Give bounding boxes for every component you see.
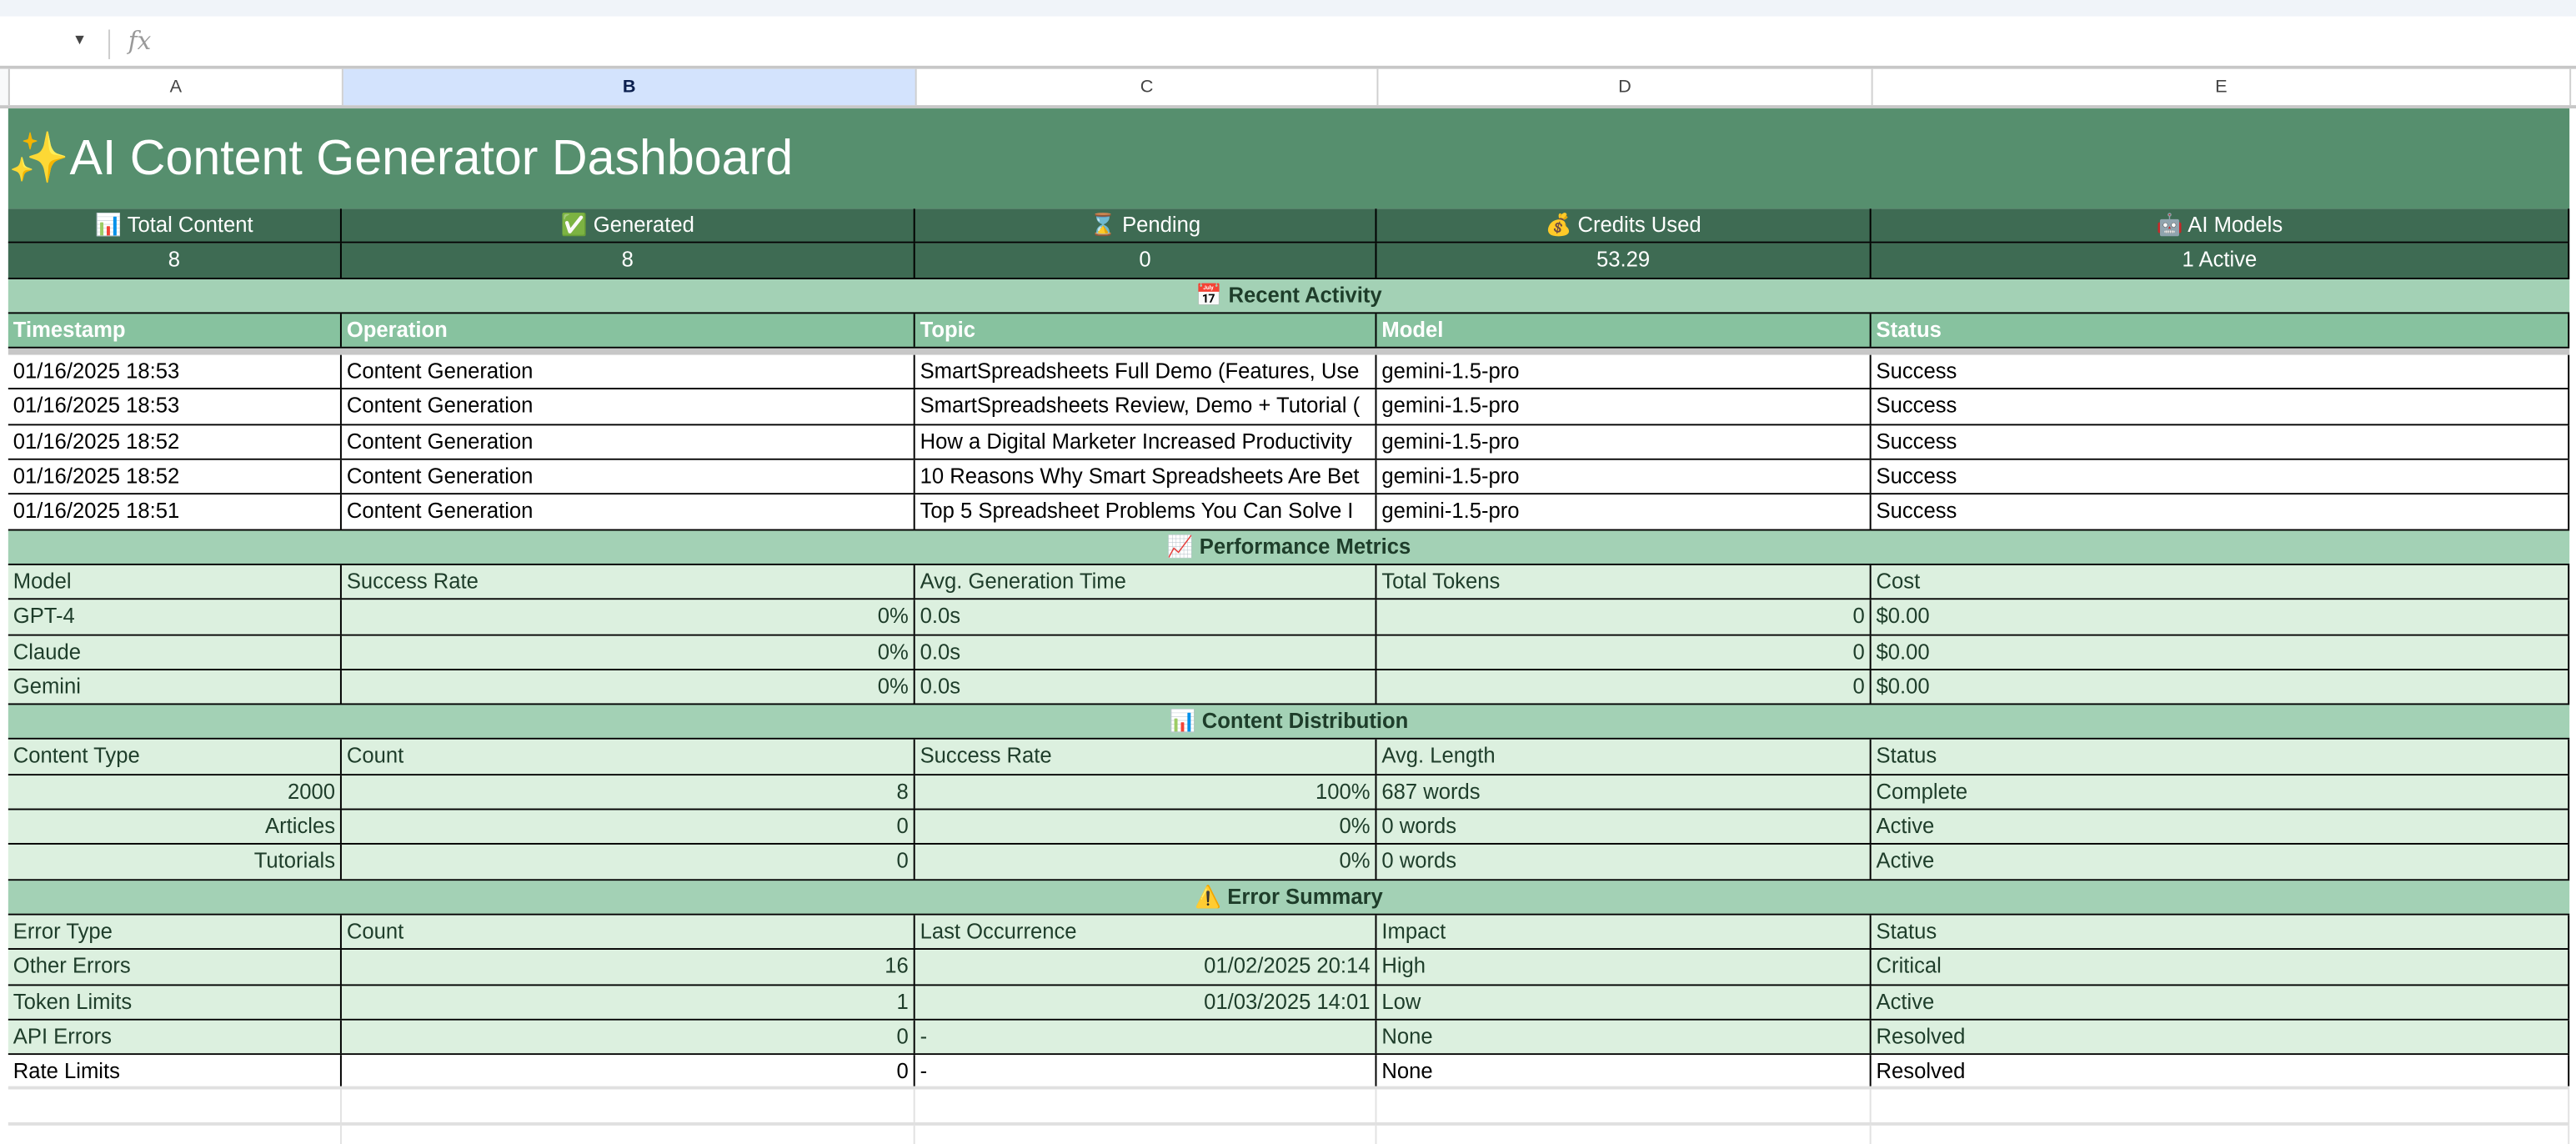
table-cell[interactable]: Claude	[8, 635, 342, 669]
table-cell[interactable]: Gemini	[8, 670, 342, 704]
column-header-cell[interactable]: Status	[1872, 916, 2570, 949]
table-cell[interactable]: Active	[1872, 985, 2570, 1018]
column-header-cell[interactable]: Impact	[1376, 916, 1871, 949]
table-cell[interactable]: 01/16/2025 18:53	[8, 390, 342, 424]
column-header-cell[interactable]: Cost	[1872, 565, 2570, 599]
table-cell[interactable]: Content Generation	[342, 355, 915, 389]
table-cell[interactable]: -	[915, 1055, 1377, 1086]
table-cell[interactable]: 8	[342, 775, 915, 809]
frozen-rows-divider[interactable]	[8, 349, 2569, 355]
section-title: Recent Activity	[1228, 282, 1382, 307]
stats-value-row	[8, 243, 2569, 278]
stat-value[interactable]: 1 Active	[1872, 243, 2570, 277]
table-cell[interactable]: Active	[1872, 845, 2570, 879]
name-box-dropdown-icon[interactable]: ▼	[72, 31, 88, 48]
table-row	[8, 635, 2569, 670]
dashboard-title: AI Content Generator Dashboard	[69, 131, 794, 186]
table-cell[interactable]: 0 words	[1376, 810, 1871, 844]
stat-value[interactable]: 8	[8, 243, 342, 277]
table-cell[interactable]: 0	[342, 1020, 915, 1053]
toolbar-strip	[0, 0, 2576, 17]
section-header-performance-metrics	[8, 530, 2569, 565]
column-header-cell[interactable]: Content Type	[8, 740, 342, 774]
table-cell[interactable]: 2000	[8, 775, 342, 809]
table-cell[interactable]: 0	[1376, 635, 1871, 669]
table-header-row	[8, 740, 2569, 775]
empty-row	[8, 1090, 2569, 1125]
table-cell[interactable]: 0.0s	[915, 635, 1377, 669]
table-cell[interactable]: Critical	[1872, 951, 2570, 984]
column-header-cell[interactable]: Total Tokens	[1376, 565, 1871, 599]
table-row	[8, 355, 2569, 390]
empty-cell[interactable]	[1376, 1090, 1871, 1121]
fx-icon: fx	[128, 26, 152, 57]
chart-increasing-icon: 📈	[1166, 533, 1194, 559]
table-cell[interactable]: 0	[342, 810, 915, 844]
stat-value[interactable]: 0	[915, 243, 1377, 277]
stat-label: AI Models	[2188, 212, 2283, 237]
table-cell[interactable]: 687 words	[1376, 775, 1871, 809]
section-title-cell[interactable]	[8, 530, 2569, 564]
sparkles-icon: ✨	[8, 131, 70, 186]
table-cell[interactable]: Active	[1872, 810, 2570, 844]
empty-cell[interactable]	[1376, 1125, 1871, 1144]
table-row	[8, 425, 2569, 460]
table-cell[interactable]: gemini-1.5-pro	[1376, 425, 1871, 459]
column-header-cell[interactable]: Avg. Generation Time	[915, 565, 1377, 599]
table-cell[interactable]: 0%	[915, 845, 1377, 879]
section-header-recent-activity	[8, 278, 2569, 314]
table-cell[interactable]: Content Generation	[342, 495, 915, 529]
stat-label-cell[interactable]	[1376, 208, 1871, 242]
table-cell[interactable]: -	[915, 1020, 1377, 1053]
column-header-cell[interactable]: Success Rate	[342, 565, 915, 599]
table-cell[interactable]: 0.0s	[915, 670, 1377, 704]
table-cell[interactable]: gemini-1.5-pro	[1376, 355, 1871, 389]
table-cell[interactable]: Token Limits	[8, 985, 342, 1018]
table-cell[interactable]: 01/16/2025 18:53	[8, 355, 342, 389]
table-header-row	[8, 916, 2569, 951]
table-cell[interactable]: Success	[1872, 425, 2570, 459]
sheet-grid	[8, 108, 2569, 1144]
table-cell[interactable]: GPT-4	[8, 600, 342, 634]
table-cell[interactable]: Success	[1872, 460, 2570, 494]
empty-cell[interactable]	[342, 1125, 915, 1144]
table-cell[interactable]: Content Generation	[342, 425, 915, 459]
bar-chart-icon: 📊	[1169, 708, 1196, 734]
table-cell[interactable]: $0.00	[1872, 600, 2570, 634]
table-cell[interactable]: 01/16/2025 18:52	[8, 460, 342, 494]
empty-cell[interactable]	[8, 1125, 342, 1144]
table-cell[interactable]: Content Generation	[342, 390, 915, 424]
table-cell[interactable]: Low	[1376, 985, 1871, 1018]
table-cell[interactable]: 10 Reasons Why Smart Spreadsheets Are Bet	[915, 460, 1377, 494]
table-cell[interactable]: 01/02/2025 20:14	[915, 951, 1377, 984]
formula-bar	[0, 17, 2576, 69]
table-cell[interactable]: SmartSpreadsheets Full Demo (Features, Use	[915, 355, 1377, 389]
column-headers	[0, 69, 2576, 108]
table-cell[interactable]: 0	[1376, 600, 1871, 634]
table-row	[8, 460, 2569, 495]
column-header-cell[interactable]: Topic	[915, 314, 1377, 347]
table-cell[interactable]: 01/03/2025 14:01	[915, 985, 1377, 1018]
column-header-cell[interactable]: Status	[1872, 314, 2570, 347]
stat-label: Credits Used	[1577, 212, 1701, 237]
table-cell[interactable]: Tutorials	[8, 845, 342, 879]
table-row	[8, 390, 2569, 425]
empty-cell[interactable]	[915, 1090, 1377, 1121]
table-cell[interactable]: 16	[342, 951, 915, 984]
table-cell[interactable]: Resolved	[1872, 1020, 2570, 1053]
table-header-row	[8, 314, 2569, 349]
table-row	[8, 951, 2569, 986]
table-cell[interactable]: 0%	[915, 810, 1377, 844]
table-cell[interactable]: SmartSpreadsheets Review, Demo + Tutorial (	[915, 390, 1377, 424]
table-cell[interactable]: 0 words	[1376, 845, 1871, 879]
select-all-corner[interactable]	[0, 69, 10, 105]
column-header-d[interactable]: D	[1378, 69, 1872, 105]
table-cell[interactable]: 1	[342, 985, 915, 1018]
table-cell[interactable]: Resolved	[1872, 1055, 2570, 1086]
table-cell[interactable]: 0%	[342, 670, 915, 704]
robot-icon: 🤖	[2156, 212, 2183, 237]
section-title: Content Distribution	[1201, 708, 1409, 734]
table-cell[interactable]: 01/16/2025 18:51	[8, 495, 342, 529]
stat-value[interactable]: 53.29	[1376, 243, 1871, 277]
column-header-cell[interactable]: Model	[8, 565, 342, 599]
stat-label-cell[interactable]	[342, 208, 915, 242]
table-cell[interactable]: How a Digital Marketer Increased Productivity	[915, 425, 1377, 459]
stat-label: Generated	[593, 212, 694, 237]
table-cell[interactable]: High	[1376, 951, 1871, 984]
section-title-cell[interactable]	[8, 278, 2569, 312]
column-header-cell[interactable]: Timestamp	[8, 314, 342, 347]
table-header-row	[8, 565, 2569, 600]
table-cell[interactable]: Top 5 Spreadsheet Problems You Can Solve I	[915, 495, 1377, 529]
column-header-cell[interactable]: Avg. Length	[1376, 740, 1871, 774]
stat-label: Total Content	[127, 212, 253, 237]
warning-icon: ⚠️	[1195, 883, 1222, 909]
column-header-cell[interactable]: Operation	[342, 314, 915, 347]
stats-label-row	[8, 208, 2569, 243]
table-cell[interactable]: API Errors	[8, 1020, 342, 1053]
table-cell[interactable]: Success	[1872, 390, 2570, 424]
column-header-b[interactable]: B	[343, 69, 917, 105]
section-header-error-summary	[8, 881, 2569, 916]
check-icon: ✅	[560, 212, 588, 237]
column-header-cell[interactable]: Error Type	[8, 916, 342, 949]
bar-chart-icon: 📊	[95, 212, 123, 237]
divider	[108, 29, 110, 58]
table-cell[interactable]: gemini-1.5-pro	[1376, 390, 1871, 424]
stat-label-cell[interactable]	[1872, 208, 2570, 242]
stat-label-cell[interactable]	[915, 208, 1377, 242]
table-cell[interactable]: 0%	[342, 635, 915, 669]
table-row	[8, 985, 2569, 1020]
table-cell[interactable]: 01/16/2025 18:52	[8, 425, 342, 459]
table-row	[8, 1020, 2569, 1055]
table-cell[interactable]: 0	[342, 845, 915, 879]
section-title: Error Summary	[1227, 883, 1383, 909]
column-header-cell[interactable]: Success Rate	[915, 740, 1377, 774]
calendar-icon: 📅	[1195, 282, 1223, 307]
table-cell[interactable]: 0.0s	[915, 600, 1377, 634]
empty-cell[interactable]	[915, 1125, 1377, 1144]
table-row	[8, 600, 2569, 635]
table-cell[interactable]: None	[1376, 1055, 1871, 1086]
stat-label-cell[interactable]	[8, 208, 342, 242]
section-title: Performance Metrics	[1199, 533, 1411, 559]
table-cell[interactable]: gemini-1.5-pro	[1376, 460, 1871, 494]
table-row	[8, 810, 2569, 845]
empty-cell[interactable]	[8, 1090, 342, 1121]
table-cell[interactable]: $0.00	[1872, 635, 2570, 669]
table-cell[interactable]: Success	[1872, 495, 2570, 529]
table-row	[8, 495, 2569, 530]
table-row	[8, 845, 2569, 881]
table-cell[interactable]: 0	[1376, 670, 1871, 704]
column-header-e[interactable]: E	[1873, 69, 2572, 105]
money-bag-icon: 💰	[1545, 212, 1572, 237]
table-cell[interactable]: gemini-1.5-pro	[1376, 495, 1871, 529]
section-title-cell[interactable]	[8, 705, 2569, 739]
hourglass-icon: ⌛	[1090, 212, 1116, 237]
table-cell[interactable]: Complete	[1872, 775, 2570, 809]
table-cell[interactable]: None	[1376, 1020, 1871, 1053]
section-title-cell[interactable]	[8, 881, 2569, 914]
table-cell[interactable]: $0.00	[1872, 670, 2570, 704]
column-header-cell[interactable]: Count	[342, 740, 915, 774]
stat-value[interactable]: 8	[342, 243, 915, 277]
column-header-cell[interactable]: Status	[1872, 740, 2570, 774]
column-header-cell[interactable]: Model	[1376, 314, 1871, 347]
column-header-cell[interactable]: Count	[342, 916, 915, 949]
column-header-cell[interactable]: Last Occurrence	[915, 916, 1377, 949]
table-cell[interactable]: 0%	[342, 600, 915, 634]
empty-cell[interactable]	[1872, 1090, 2570, 1121]
section-header-content-distribution	[8, 705, 2569, 740]
column-header-a[interactable]: A	[10, 69, 343, 105]
empty-cell[interactable]	[1872, 1125, 2570, 1144]
table-cell[interactable]: Articles	[8, 810, 342, 844]
table-row	[8, 670, 2569, 705]
table-cell[interactable]: Content Generation	[342, 460, 915, 494]
table-cell[interactable]: 0	[342, 1055, 915, 1086]
empty-cell[interactable]	[342, 1090, 915, 1121]
table-cell[interactable]: Other Errors	[8, 951, 342, 984]
table-row	[8, 1055, 2569, 1090]
empty-row	[8, 1125, 2569, 1144]
table-cell[interactable]: Success	[1872, 355, 2570, 389]
table-row	[8, 775, 2569, 810]
stat-label: Pending	[1122, 212, 1201, 237]
table-cell[interactable]: Rate Limits	[8, 1055, 342, 1086]
column-header-c[interactable]: C	[917, 69, 1379, 105]
title-row	[8, 108, 2569, 208]
table-cell[interactable]: 100%	[915, 775, 1377, 809]
